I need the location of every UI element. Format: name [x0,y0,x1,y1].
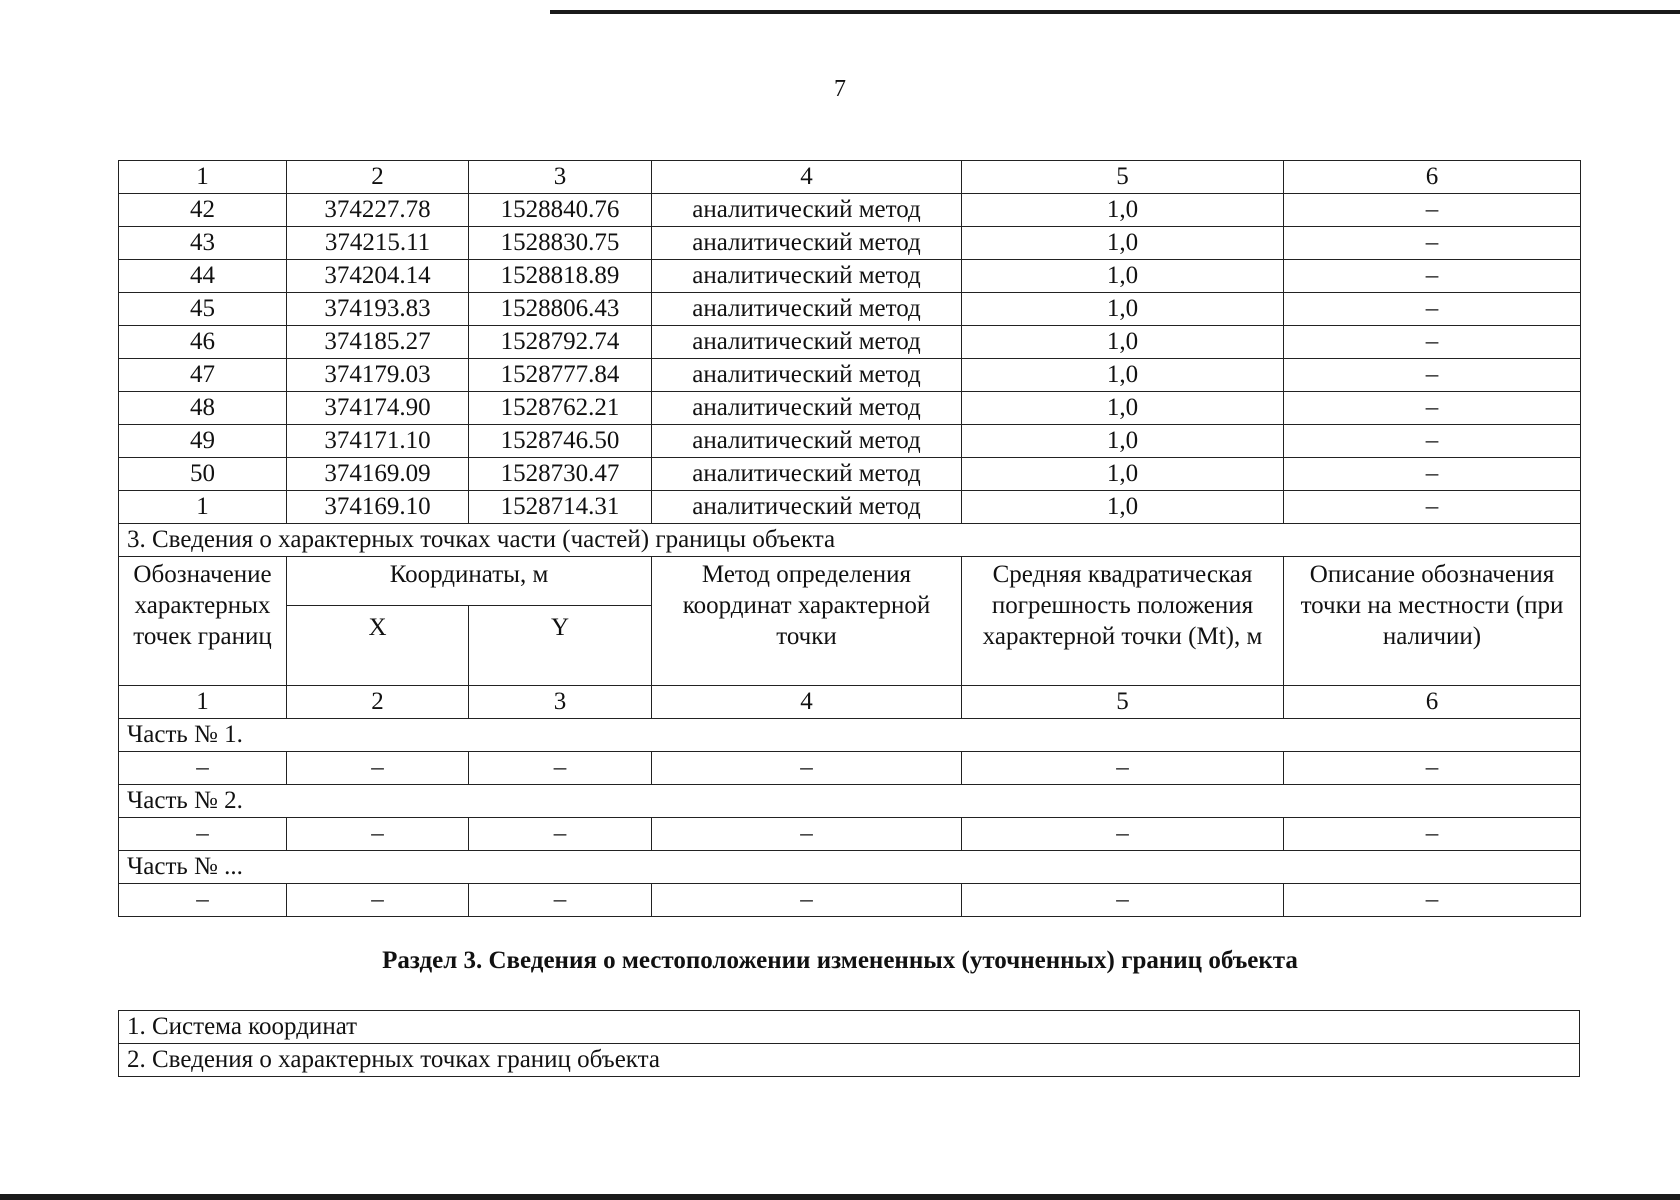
coord-x: 374171.10 [287,425,469,458]
table-row [119,260,1581,293]
column-number: 2 [287,686,469,719]
table-row [119,1011,1580,1044]
column-number: 6 [1284,686,1581,719]
mean-error: 1,0 [962,458,1284,491]
method: аналитический метод [652,227,962,260]
part-label-row [119,851,1581,884]
coord-x: 374215.11 [287,227,469,260]
coord-y: 1528818.89 [469,260,652,293]
point-id: 45 [119,293,287,326]
part-label-row [119,719,1581,752]
header-mean-error: Средняя квадратическая погрешность положения характерной точки (Mt), м [962,557,1284,686]
empty-cell: – [287,884,469,917]
table-row [119,392,1581,425]
coord-x: 374204.14 [287,260,469,293]
method: аналитический метод [652,491,962,524]
point-id: 44 [119,260,287,293]
coord-y: 1528762.21 [469,392,652,425]
column-number: 3 [469,686,652,719]
description: – [1284,194,1581,227]
header-description: Описание обозначения точки на местности (при наличии) [1284,557,1581,686]
mean-error: 1,0 [962,293,1284,326]
column-number: 2 [287,161,469,194]
method: аналитический метод [652,392,962,425]
point-id: 43 [119,227,287,260]
description: – [1284,293,1581,326]
part-label-row [119,785,1581,818]
description: – [1284,491,1581,524]
coord-y: 1528792.74 [469,326,652,359]
empty-cell: – [652,818,962,851]
section-title-row [119,524,1581,557]
table-row [119,359,1581,392]
empty-cell: – [119,752,287,785]
empty-cell: – [962,818,1284,851]
point-id: 46 [119,326,287,359]
mean-error: 1,0 [962,227,1284,260]
header-x: X [287,606,469,686]
point-id: 1 [119,491,287,524]
point-id: 42 [119,194,287,227]
table-row [119,1044,1580,1077]
coord-x: 374169.10 [287,491,469,524]
part-label: Часть № 2. [119,785,1581,818]
empty-cell: – [469,752,652,785]
table-row [119,884,1581,917]
empty-cell: – [652,884,962,917]
method: аналитический метод [652,458,962,491]
empty-cell: – [962,752,1284,785]
point-id: 47 [119,359,287,392]
table-row [119,752,1581,785]
empty-cell: – [287,752,469,785]
header-y: Y [469,606,652,686]
table-row [119,458,1581,491]
empty-cell: – [119,818,287,851]
coord-x: 374179.03 [287,359,469,392]
mean-error: 1,0 [962,194,1284,227]
empty-cell: – [652,752,962,785]
column-number: 5 [962,686,1284,719]
header-point-designation: Обозначение характерных точек границ [119,557,287,686]
boundary-points-row: 2. Сведения о характерных точках границ объекта [119,1044,1580,1077]
column-number: 3 [469,161,652,194]
table-row [119,293,1581,326]
coordinates-table [118,160,1581,917]
empty-cell: – [469,884,652,917]
table-row [119,227,1581,260]
description: – [1284,359,1581,392]
description: – [1284,458,1581,491]
description: – [1284,260,1581,293]
empty-cell: – [962,884,1284,917]
coord-y: 1528730.47 [469,458,652,491]
mean-error: 1,0 [962,491,1284,524]
part-label: Часть № ... [119,851,1581,884]
part-label: Часть № 1. [119,719,1581,752]
coordinate-system-row: 1. Система координат [119,1011,1580,1044]
column-number: 6 [1284,161,1581,194]
column-number: 1 [119,161,287,194]
mean-error: 1,0 [962,326,1284,359]
mean-error: 1,0 [962,260,1284,293]
section3-title: 3. Сведения о характерных точках части (частей) границы объекта [119,524,1581,557]
coord-y: 1528714.31 [469,491,652,524]
point-id: 49 [119,425,287,458]
column-number-row [119,161,1581,194]
table-row [119,491,1581,524]
method: аналитический метод [652,194,962,227]
column-number: 5 [962,161,1284,194]
table-row [119,194,1581,227]
empty-cell: – [469,818,652,851]
method: аналитический метод [652,326,962,359]
coord-x: 374185.27 [287,326,469,359]
column-number-row [119,686,1581,719]
coord-y: 1528830.75 [469,227,652,260]
top-rule [550,10,1680,14]
column-number: 4 [652,686,962,719]
description: – [1284,326,1581,359]
header-coordinates: Координаты, м [287,557,652,606]
description: – [1284,227,1581,260]
empty-cell: – [1284,818,1581,851]
method: аналитический метод [652,293,962,326]
table-row [119,326,1581,359]
section-heading: Раздел 3. Сведения о местоположении измененных (уточненных) границ объекта [382,947,1298,974]
empty-cell: – [119,884,287,917]
mean-error: 1,0 [962,425,1284,458]
bottom-rule [0,1194,1680,1200]
header-method: Метод определения координат характерной точки [652,557,962,686]
page-number: 7 [834,76,846,102]
mean-error: 1,0 [962,392,1284,425]
section3-table [118,1010,1580,1077]
method: аналитический метод [652,425,962,458]
coord-y: 1528777.84 [469,359,652,392]
method: аналитический метод [652,260,962,293]
coord-x: 374227.78 [287,194,469,227]
header-row [119,557,1581,606]
coord-x: 374174.90 [287,392,469,425]
coord-y: 1528746.50 [469,425,652,458]
table-row [119,818,1581,851]
coord-y: 1528840.76 [469,194,652,227]
description: – [1284,392,1581,425]
coord-x: 374169.09 [287,458,469,491]
mean-error: 1,0 [962,359,1284,392]
coord-y: 1528806.43 [469,293,652,326]
method: аналитический метод [652,359,962,392]
empty-cell: – [287,818,469,851]
column-number: 4 [652,161,962,194]
coord-x: 374193.83 [287,293,469,326]
column-number: 1 [119,686,287,719]
table-row [119,425,1581,458]
point-id: 48 [119,392,287,425]
empty-cell: – [1284,884,1581,917]
description: – [1284,425,1581,458]
empty-cell: – [1284,752,1581,785]
point-id: 50 [119,458,287,491]
